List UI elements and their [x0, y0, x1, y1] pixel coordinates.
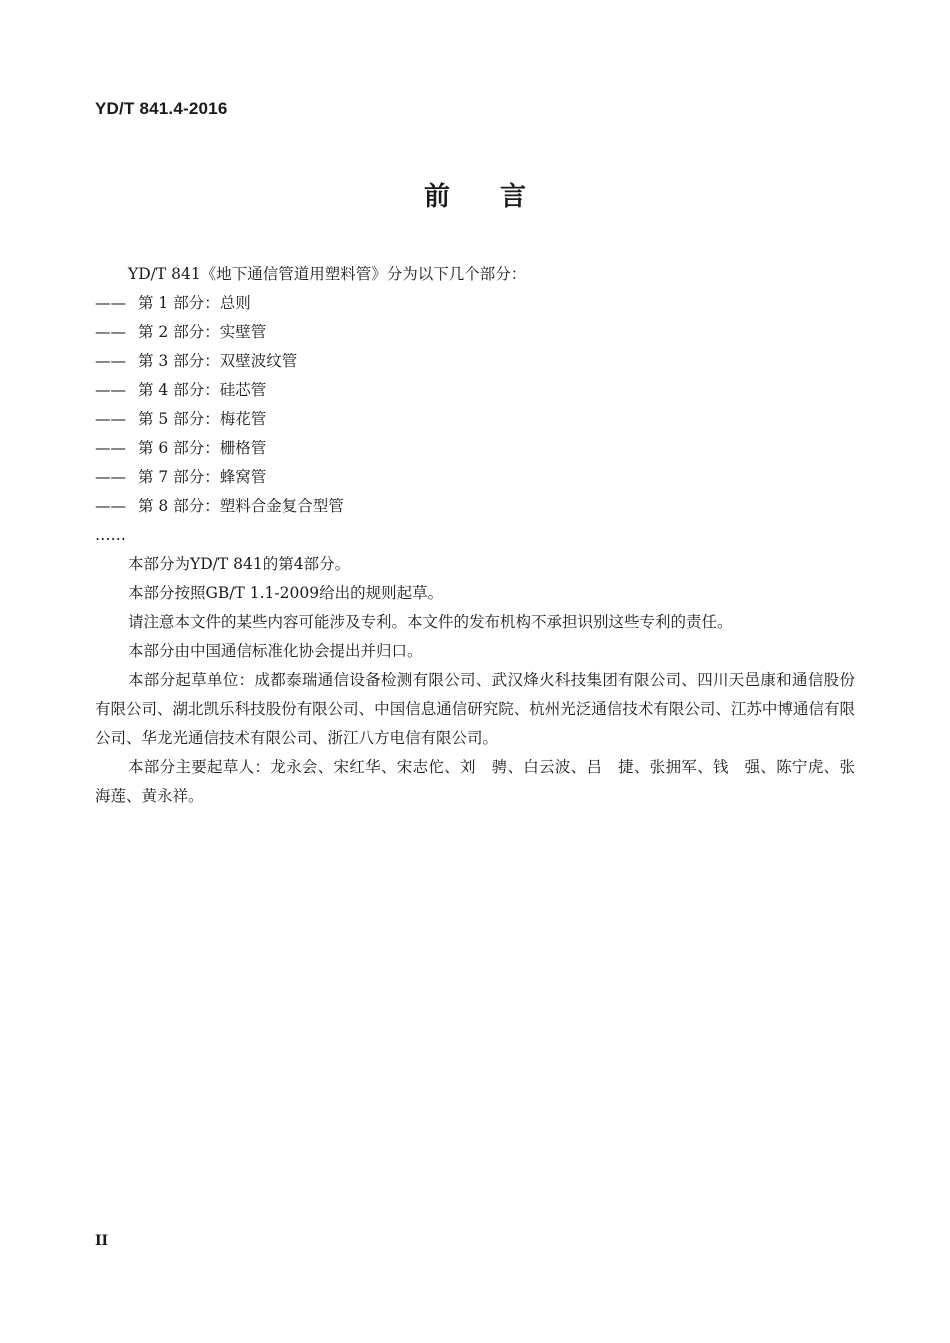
part-label: 第 7 部分：蜂窝管 [138, 468, 267, 486]
part-dash: —— [95, 381, 126, 399]
document-code: YD/T 841.4-2016 [95, 99, 228, 118]
part-dash: —— [95, 352, 126, 370]
part-label: 第 1 部分：总则 [138, 294, 251, 312]
page-title [0, 176, 950, 213]
part-item [95, 376, 855, 405]
intro-line: YD/T 841《地下通信管道用塑料管》分为以下几个部分： [128, 265, 527, 283]
part-item [95, 492, 855, 521]
paragraph-proposer: 本部分由中国通信标准化协会提出并归口。 [128, 642, 423, 660]
part-dash: —— [95, 439, 126, 457]
part-dash: —— [95, 294, 126, 312]
part-label: 第 4 部分：硅芯管 [138, 381, 267, 399]
part-item [95, 347, 855, 376]
paragraph-patent-notice: 请注意本文件的某些内容可能涉及专利。本文件的发布机构不承担识别这些专利的责任。 [128, 613, 733, 631]
part-item [95, 289, 855, 318]
title-char-2: 言 [500, 182, 527, 212]
ellipsis: …… [95, 526, 126, 544]
paragraph-drafting-rules: 本部分按照GB/T 1.1-2009给出的规则起草。 [128, 584, 444, 602]
part-label: 第 8 部分：塑料合金复合型管 [138, 497, 344, 515]
part-label: 第 6 部分：栅格管 [138, 439, 267, 457]
title-char-1: 前 [423, 182, 450, 212]
part-item [95, 434, 855, 463]
part-dash: —— [95, 497, 126, 515]
foreword-body [95, 260, 855, 811]
part-item [95, 463, 855, 492]
part-dash: —— [95, 468, 126, 486]
part-dash: —— [95, 410, 126, 428]
part-dash: —— [95, 323, 126, 341]
part-label: 第 5 部分：梅花管 [138, 410, 267, 428]
page-number: II [95, 1233, 109, 1249]
paragraph-part-number: 本部分为YD/T 841的第4部分。 [128, 555, 351, 573]
paragraph-drafters: 本部分主要起草人：龙永会、宋红华、宋志佗、刘 骋、白云波、吕 捷、张拥军、钱 强、陈宁虎、张海莲、黄永祥。 [95, 758, 855, 805]
part-label: 第 3 部分：双壁波纹管 [138, 352, 298, 370]
paragraph-drafting-units: 本部分起草单位：成都泰瑞通信设备检测有限公司、武汉烽火科技集团有限公司、四川天邑康和通信股份有限公司、湖北凯乐科技股份有限公司、中国信息通信研究院、杭州光泛通信技术有限公司、江苏中博通信有限公司、华龙光通信技术有限公司、浙江八方电信有限公司。 [95, 671, 855, 747]
part-item [95, 318, 855, 347]
part-label: 第 2 部分：实壁管 [138, 323, 267, 341]
part-item [95, 405, 855, 434]
